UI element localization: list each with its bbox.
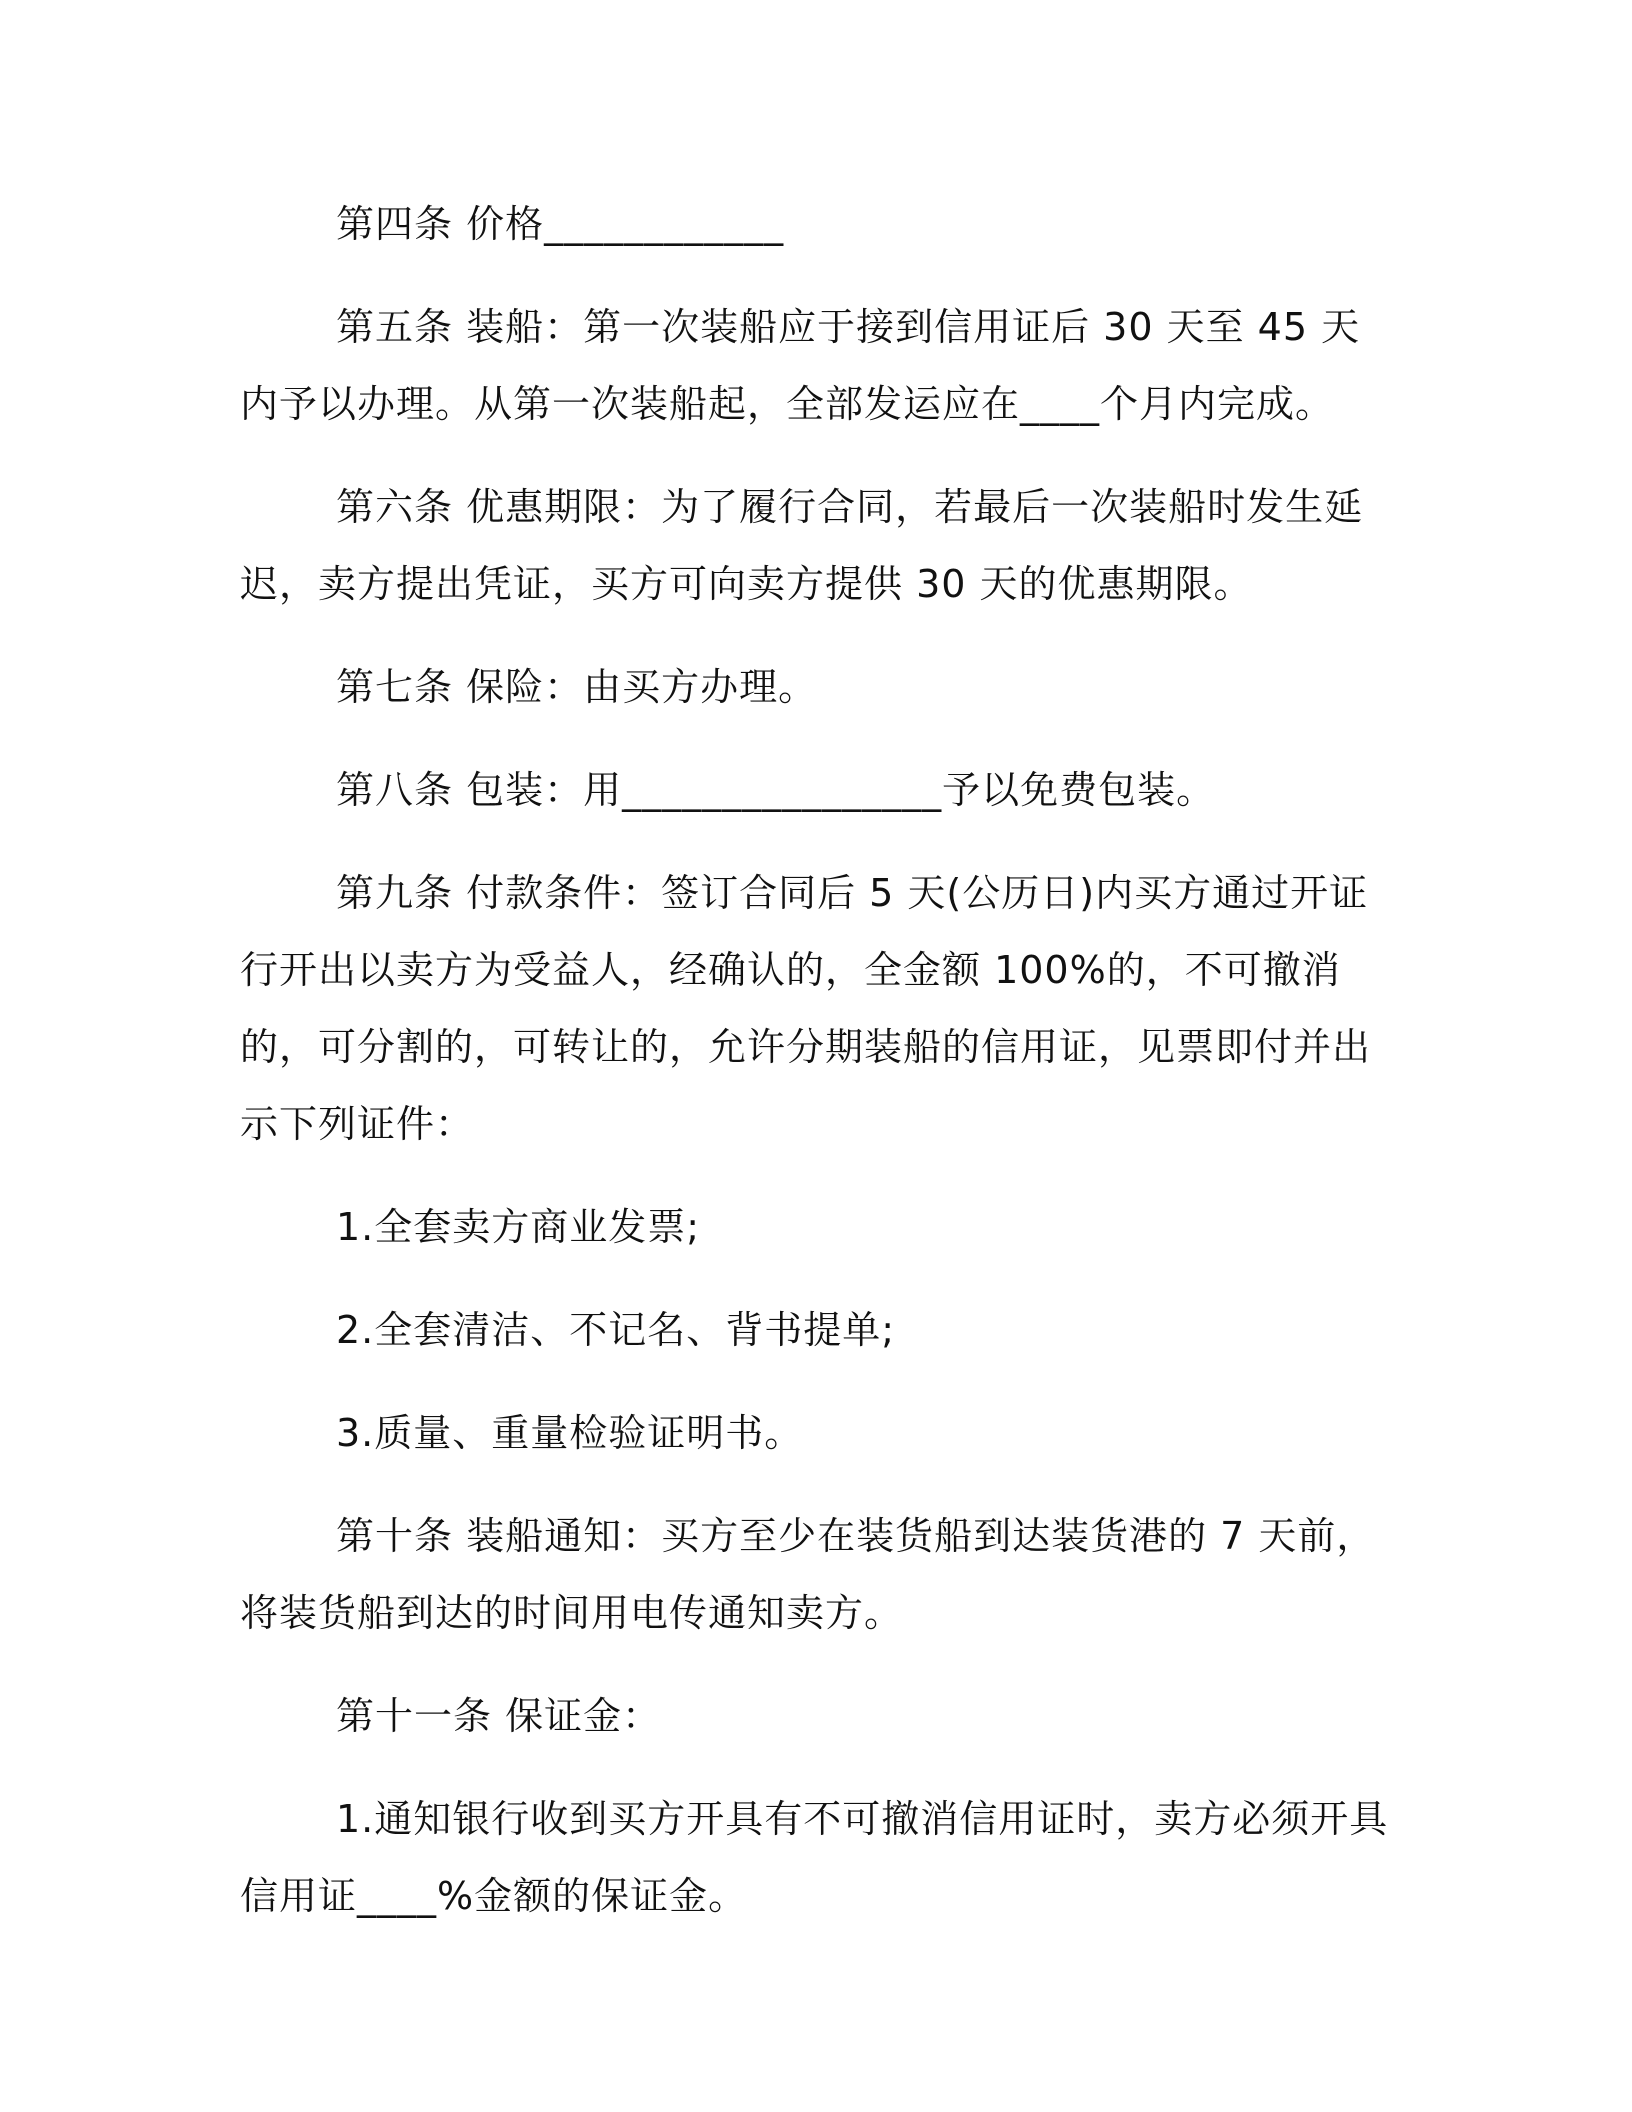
article-8-packing: 第八条 包装：用________________予以免费包装。 xyxy=(336,768,1216,812)
article-4-price: 第四条 价格____________ xyxy=(336,202,785,246)
document-item-3: 3.质量、重量检验证明书。 xyxy=(336,1411,804,1455)
deposit-item-1: 1.通知银行收到买方开具有不可撤消信用证时，卖方必须开具信用证____%金额的保证金。 xyxy=(240,1797,1389,1918)
document-item-2: 2.全套清洁、不记名、背书提单; xyxy=(336,1308,896,1352)
article-7-insurance: 第七条 保险：由买方办理。 xyxy=(336,665,818,709)
article-9-payment-terms: 第九条 付款条件：签订合同后 5 天(公历日)内买方通过开证行开出以卖方为受益人，经确认的，全金额 100%的，不可撤消的，可分割的，可转让的，允许分期装船的信用证，见票即付并出示下列证件： xyxy=(240,871,1372,1146)
document-item-1: 1.全套卖方商业发票; xyxy=(336,1205,701,1249)
article-5-shipment: 第五条 装船：第一次装船应于接到信用证后 30 天至 45 天内予以办理。从第一次装船起，全部发运应在____个月内完成。 xyxy=(240,305,1361,426)
contract-body xyxy=(240,186,1390,1935)
article-11-deposit: 第十一条 保证金： xyxy=(336,1694,662,1738)
article-10-shipping-notice: 第十条 装船通知：买方至少在装货船到达装货港的 7 天前，将装货船到达的时间用电传通知卖方。 xyxy=(240,1514,1376,1635)
article-6-grace-period: 第六条 优惠期限：为了履行合同，若最后一次装船时发生延迟，卖方提出凭证，买方可向卖方提供 30 天的优惠期限。 xyxy=(240,485,1364,606)
